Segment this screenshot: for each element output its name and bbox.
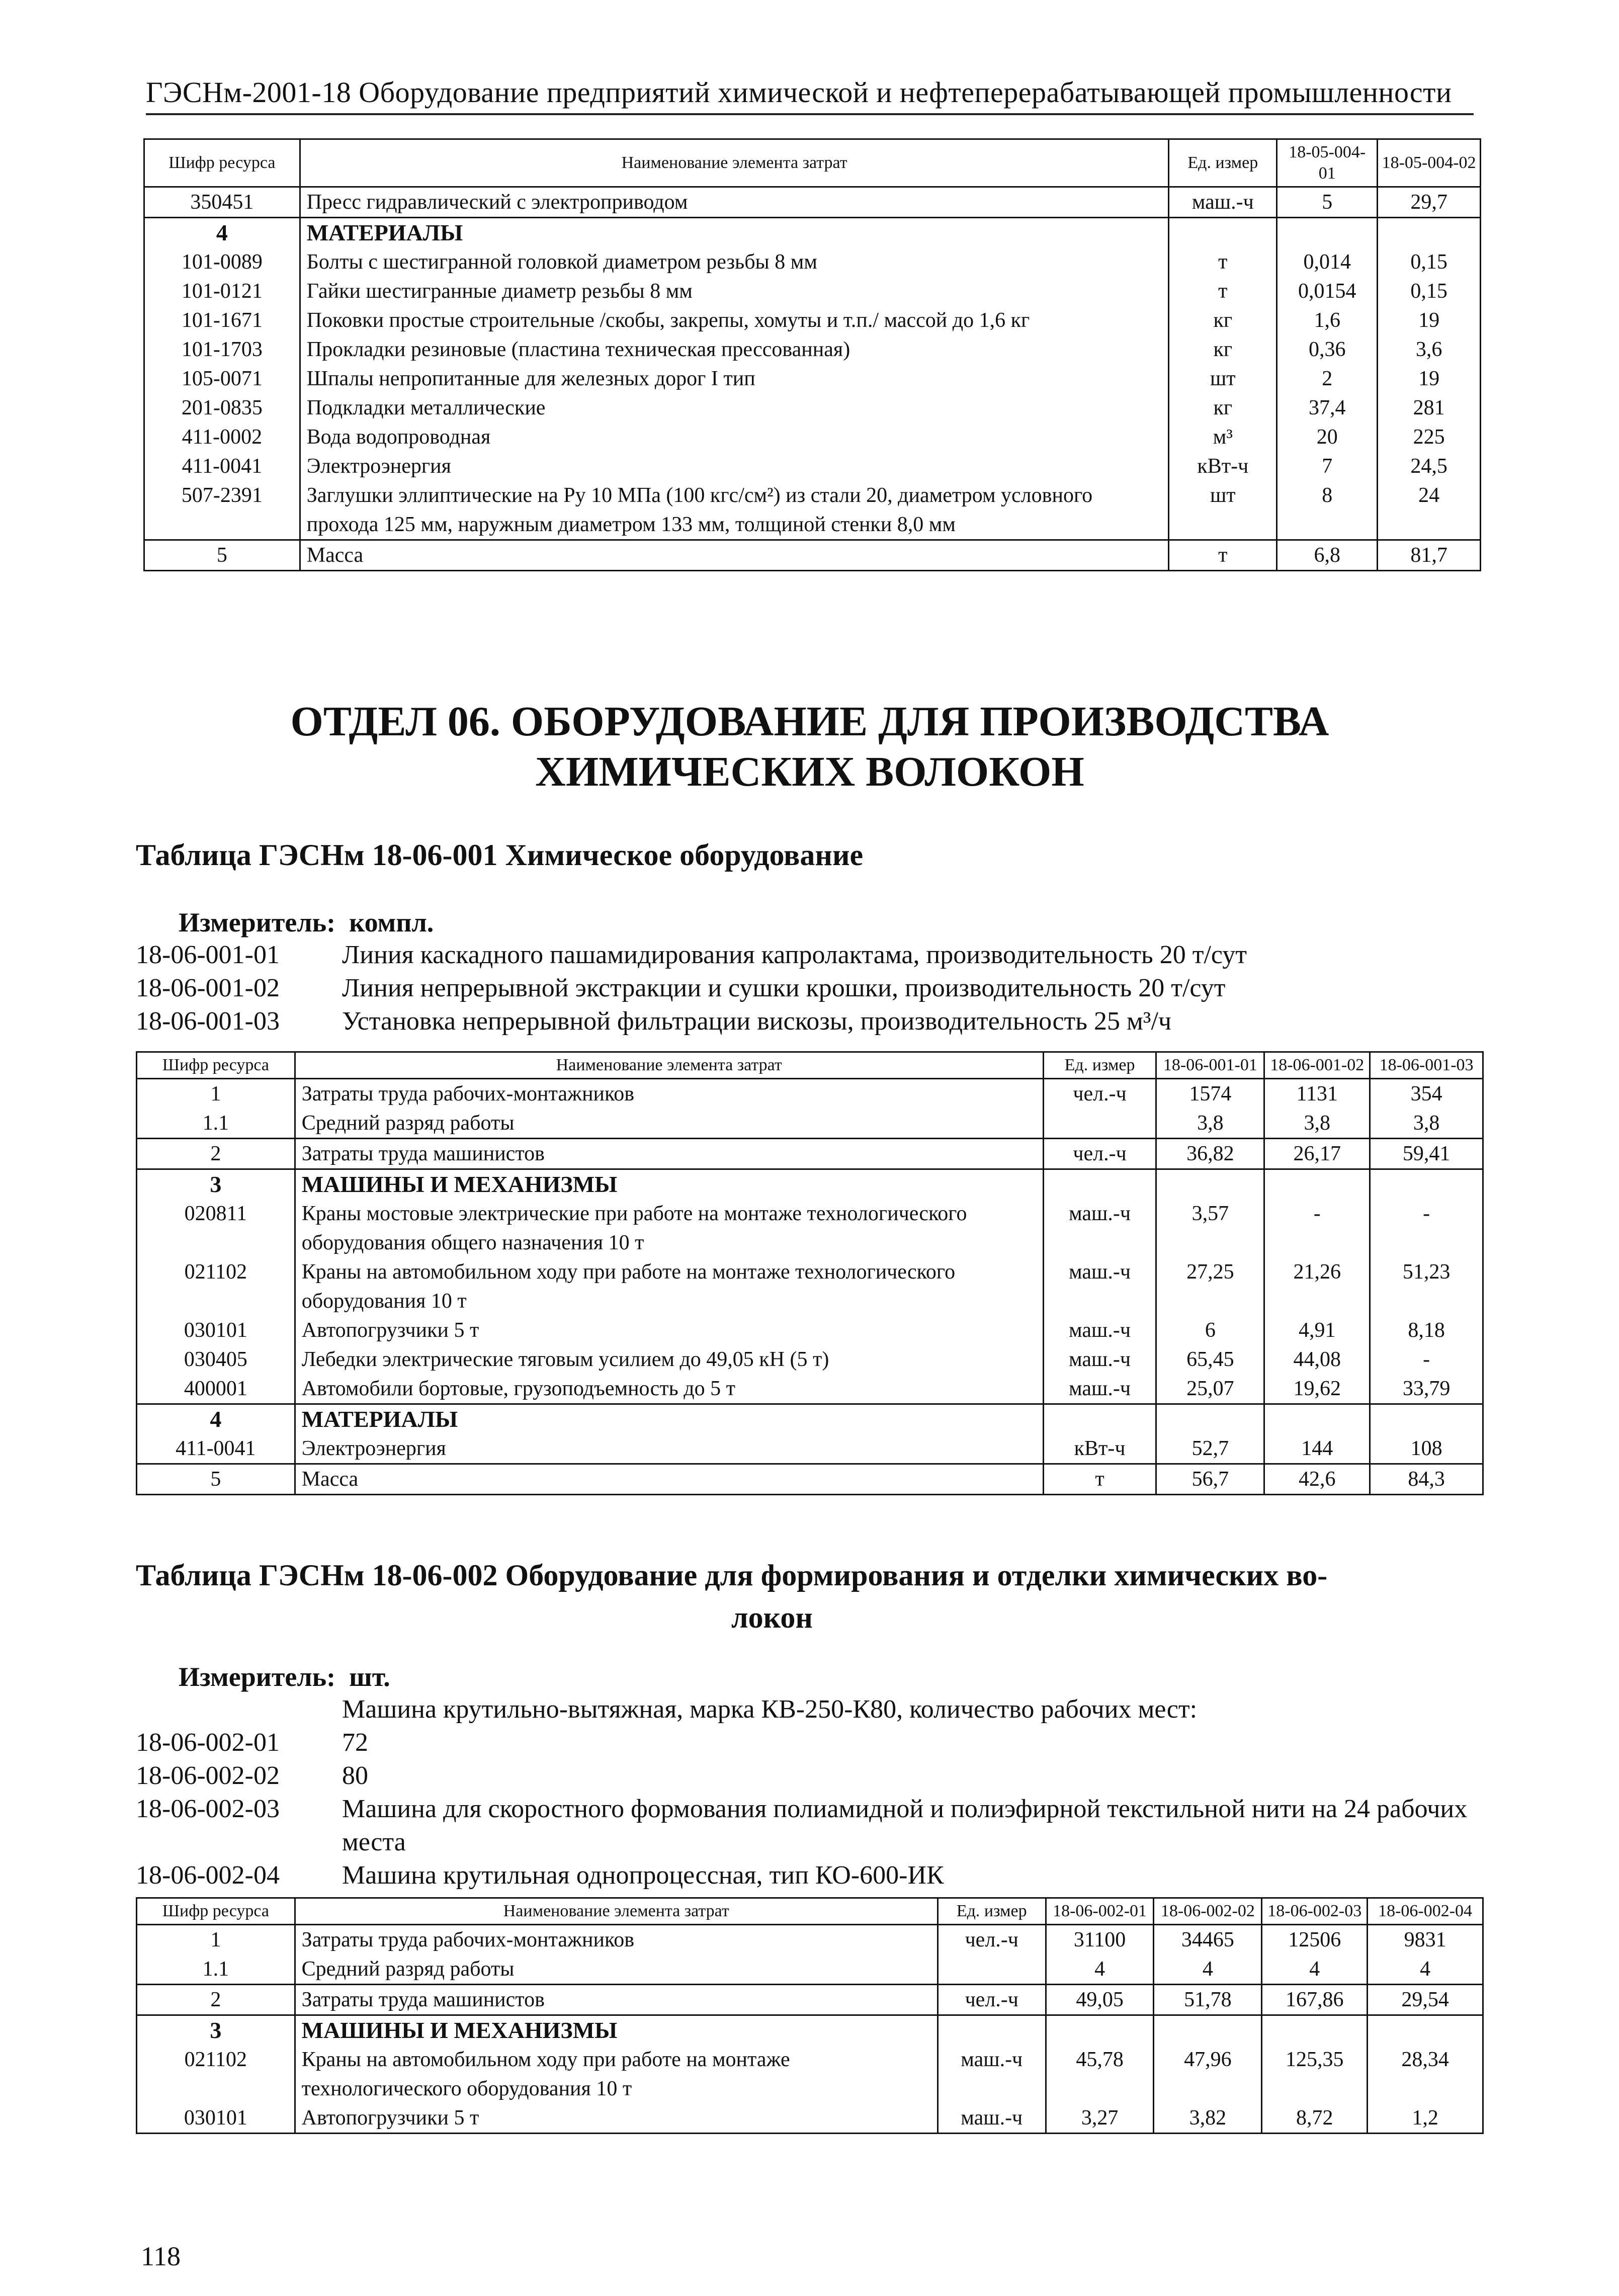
section-title: ОТДЕЛ 06. ОБОРУДОВАНИЕ ДЛЯ ПРОИЗВОДСТВА ХИМИЧЕСКИХ ВОЛОКОН	[290, 698, 1329, 795]
cell-value: 1,2	[1368, 2103, 1483, 2134]
table-row	[144, 364, 1481, 393]
cell-name: Средний разряд работы	[295, 1109, 1043, 1139]
cell-value: 6	[1156, 1316, 1264, 1345]
cell-name: Затраты труда машинистов	[295, 1139, 1043, 1169]
cell-value: 354	[1370, 1079, 1483, 1109]
cell-value: 25,07	[1156, 1374, 1264, 1404]
cell-value	[1370, 1169, 1483, 1200]
cell-name: Краны мостовые электрические при работе на монтаже технологического оборудования общего назначения 10 т	[295, 1199, 1043, 1257]
cell-value: 9831	[1368, 1925, 1483, 1955]
resource-table-18-06-001	[136, 1051, 1484, 1495]
cell-name: Электроэнергия	[300, 452, 1169, 481]
cell-value: 2	[1277, 364, 1378, 393]
cell-unit: шт	[1169, 481, 1277, 540]
header-unit: Ед. измер	[938, 1898, 1046, 1925]
variant-row	[136, 939, 1494, 972]
cell-value: 5	[1277, 187, 1378, 218]
cell-name: Автомобили бортовые, грузоподъемность до 5 т	[295, 1374, 1043, 1404]
table-row	[137, 1985, 1483, 2015]
cell-code: 030405	[137, 1345, 295, 1374]
cell-value	[1264, 1169, 1370, 1200]
meter-label: Измеритель:	[179, 1662, 336, 1692]
cell-unit: маш.-ч	[1043, 1257, 1156, 1316]
cell-unit: т	[1043, 1464, 1156, 1495]
cell-name: Поковки простые строительные /скобы, закрепы, хомуты и т.п./ массой до 1,6 кг	[300, 306, 1169, 335]
variant-list-18-06-001	[136, 939, 1494, 1038]
cell-value: 36,82	[1156, 1139, 1264, 1169]
cell-code: 3	[137, 2015, 295, 2046]
cell-unit: кВт-ч	[1169, 452, 1277, 481]
cell-name: МАТЕРИАЛЫ	[295, 1404, 1043, 1434]
resource-table-18-05-004	[143, 138, 1481, 571]
header-code: Шифр ресурса	[144, 139, 300, 187]
cell-unit: маш.-ч	[1043, 1316, 1156, 1345]
cell-value: 4	[1262, 1954, 1368, 1985]
cell-value: 42,6	[1264, 1464, 1370, 1495]
cell-name: Затраты труда рабочих-монтажников	[295, 1925, 938, 1955]
cell-name: Лебедки электрические тяговым усилием до 49,05 кН (5 т)	[295, 1345, 1043, 1374]
cell-unit: чел.-ч	[1043, 1079, 1156, 1109]
cell-value: 51,78	[1154, 1985, 1262, 2015]
table-row	[144, 335, 1481, 364]
cell-value: 8,18	[1370, 1316, 1483, 1345]
cell-value: 59,41	[1370, 1139, 1483, 1169]
variant-row	[136, 1005, 1494, 1038]
cell-name: Шпалы непропитанные для железных дорог I тип	[300, 364, 1169, 393]
table-row	[137, 1374, 1483, 1404]
cell-name: Заглушки эллиптические на Ру 10 МПа (100 кгс/см²) из стали 20, диаметром условного прохода 125 мм, наружным диаметром 133 мм, толщиной стенки 8,0 мм	[300, 481, 1169, 540]
meter-label: Измеритель:	[179, 907, 336, 938]
cell-unit: кг	[1169, 335, 1277, 364]
variant-row	[136, 1759, 1494, 1793]
cell-value	[1378, 218, 1481, 248]
cell-value: 84,3	[1370, 1464, 1483, 1495]
variant-code: 18-06-001-02	[136, 974, 280, 1002]
cell-code: 4	[144, 218, 300, 248]
cell-value: 29,7	[1378, 187, 1481, 218]
cell-value: 37,4	[1277, 393, 1378, 422]
cell-value: 4	[1046, 1954, 1154, 1985]
cell-value: 1131	[1264, 1079, 1370, 1109]
section-row	[144, 218, 1481, 248]
cell-value: -	[1264, 1199, 1370, 1257]
variant-code: 18-06-002-04	[136, 1861, 280, 1890]
cell-value: 0,0154	[1277, 277, 1378, 306]
cell-value: -	[1370, 1345, 1483, 1374]
variant-row	[136, 972, 1494, 1005]
cell-name: Гайки шестигранные диаметр резьбы 8 мм	[300, 277, 1169, 306]
cell-value: 26,17	[1264, 1139, 1370, 1169]
cell-value: 4,91	[1264, 1316, 1370, 1345]
cell-unit: т	[1169, 247, 1277, 277]
variant-code: 18-06-002-02	[136, 1761, 280, 1790]
cell-code: 5	[144, 540, 300, 571]
cell-code: 101-1703	[144, 335, 300, 364]
cell-unit: чел.-ч	[938, 1985, 1046, 2015]
table-row	[137, 1345, 1483, 1374]
cell-value: 3,8	[1156, 1109, 1264, 1139]
variant-code: 18-06-002-03	[136, 1795, 280, 1823]
cell-code: 2	[137, 1985, 295, 2015]
table-row	[137, 1109, 1483, 1139]
cell-value: 52,7	[1156, 1434, 1264, 1464]
cell-code: 105-0071	[144, 364, 300, 393]
meter-value: шт.	[349, 1662, 390, 1692]
cell-code: 507-2391	[144, 481, 300, 540]
table-row	[137, 1464, 1483, 1495]
cell-value	[1046, 2015, 1154, 2046]
variant-text: Установка непрерывной фильтрации вискозы, производительность 25 м³/ч	[342, 1007, 1172, 1036]
cell-name: МАШИНЫ И МЕХАНИЗМЫ	[295, 2015, 938, 2046]
header-variant: 18-06-002-04	[1368, 1898, 1483, 1925]
table-row	[144, 187, 1481, 218]
cell-code: 1	[137, 1925, 295, 1955]
cell-value: 281	[1378, 393, 1481, 422]
cell-code: 5	[137, 1464, 295, 1495]
cell-value: 45,78	[1046, 2045, 1154, 2103]
cell-value: 3,82	[1154, 2103, 1262, 2134]
cell-code: 1.1	[137, 1954, 295, 1985]
cell-value: 108	[1370, 1434, 1483, 1464]
cell-unit: маш.-ч	[938, 2103, 1046, 2134]
cell-code: 2	[137, 1139, 295, 1169]
table-row	[137, 1139, 1483, 1169]
cell-value: 65,45	[1156, 1345, 1264, 1374]
cell-unit: м³	[1169, 422, 1277, 452]
cell-code: 4	[137, 1404, 295, 1434]
cell-value: 3,8	[1264, 1109, 1370, 1139]
cell-value: 28,34	[1368, 2045, 1483, 2103]
meter-value: компл.	[349, 907, 434, 938]
cell-unit: маш.-ч	[1043, 1199, 1156, 1257]
cell-value: 31100	[1046, 1925, 1154, 1955]
cell-value	[1262, 2015, 1368, 2046]
table-title-18-06-001: Таблица ГЭСНм 18-06-001 Химическое оборудование	[136, 838, 864, 872]
cell-value	[1277, 218, 1378, 248]
cell-value: 125,35	[1262, 2045, 1368, 2103]
cell-unit: чел.-ч	[1043, 1139, 1156, 1169]
cell-code: 030101	[137, 1316, 295, 1345]
cell-unit: кг	[1169, 393, 1277, 422]
cell-unit: маш.-ч	[1043, 1345, 1156, 1374]
cell-value: 0,36	[1277, 335, 1378, 364]
cell-unit: чел.-ч	[938, 1925, 1046, 1955]
variant-row	[136, 1859, 1494, 1892]
header-variant: 18-06-001-01	[1156, 1052, 1264, 1079]
cell-value	[1156, 1169, 1264, 1200]
cell-name: Масса	[295, 1464, 1043, 1495]
header-code: Шифр ресурса	[137, 1052, 295, 1079]
cell-unit	[1043, 1109, 1156, 1139]
table-row	[144, 393, 1481, 422]
cell-value: 4	[1368, 1954, 1483, 1985]
cell-unit: маш.-ч	[1169, 187, 1277, 218]
cell-value: 0,15	[1378, 277, 1481, 306]
cell-code: 1.1	[137, 1109, 295, 1139]
cell-code: 020811	[137, 1199, 295, 1257]
table-row	[137, 1316, 1483, 1345]
resource-table-18-06-002	[136, 1897, 1484, 2134]
cell-value: 1574	[1156, 1079, 1264, 1109]
cell-name: Пресс гидравлический с электроприводом	[300, 187, 1169, 218]
cell-value: 6,8	[1277, 540, 1378, 571]
table-row	[137, 1199, 1483, 1257]
table-row	[144, 247, 1481, 277]
table-row	[137, 1954, 1483, 1985]
cell-unit: кг	[1169, 306, 1277, 335]
cell-name: Автопогрузчики 5 т	[295, 2103, 938, 2134]
cell-value: 3,27	[1046, 2103, 1154, 2134]
cell-value: -	[1370, 1199, 1483, 1257]
cell-name: Краны на автомобильном ходу при работе на монтаже технологического оборудования 10 т	[295, 2045, 938, 2103]
page-number: 118	[141, 2241, 181, 2271]
cell-unit	[938, 1954, 1046, 1985]
cell-unit	[938, 2015, 1046, 2046]
variant-text: Машина для скоростного формования полиамидной и полиэфирной текстильной нити на 24 рабочих места	[342, 1795, 1468, 1856]
cell-name: МАТЕРИАЛЫ	[300, 218, 1169, 248]
cell-value: 56,7	[1156, 1464, 1264, 1495]
cell-value	[1264, 1404, 1370, 1434]
cell-unit: кВт-ч	[1043, 1434, 1156, 1464]
variant-text: Машина крутильная однопроцессная, тип КО-600-ИК	[342, 1861, 944, 1890]
variant-text: Линия каскадного пашамидирования капролактама, производительность 20 т/сут	[342, 941, 1247, 969]
header-variant: 18-06-001-03	[1370, 1052, 1483, 1079]
cell-unit: шт	[1169, 364, 1277, 393]
cell-name: Затраты труда машинистов	[295, 1985, 938, 2015]
cell-name: Затраты труда рабочих-монтажников	[295, 1079, 1043, 1109]
variant-row	[136, 1793, 1494, 1859]
cell-name: Вода водопроводная	[300, 422, 1169, 452]
cell-value: 225	[1378, 422, 1481, 452]
cell-code: 411-0002	[144, 422, 300, 452]
section-row	[137, 1404, 1483, 1434]
table-row	[137, 2045, 1483, 2103]
cell-name: Подкладки металлические	[300, 393, 1169, 422]
table-row	[137, 1257, 1483, 1316]
cell-unit	[1043, 1404, 1156, 1434]
cell-value: 167,86	[1262, 1985, 1368, 2015]
cell-name: Средний разряд работы	[295, 1954, 938, 1985]
cell-code: 021102	[137, 2045, 295, 2103]
cell-code: 201-0835	[144, 393, 300, 422]
header-unit: Ед. измер	[1043, 1052, 1156, 1079]
cell-code: 411-0041	[137, 1434, 295, 1464]
cell-value: 19,62	[1264, 1374, 1370, 1404]
cell-value: 1,6	[1277, 306, 1378, 335]
cell-code: 030101	[137, 2103, 295, 2134]
cell-value: 33,79	[1370, 1374, 1483, 1404]
table-row	[144, 481, 1481, 540]
table-row	[137, 2103, 1483, 2134]
cell-code: 3	[137, 1169, 295, 1200]
cell-unit: маш.-ч	[1043, 1374, 1156, 1404]
cell-name: Автопогрузчики 5 т	[295, 1316, 1043, 1345]
cell-value: 34465	[1154, 1925, 1262, 1955]
cell-value: 8,72	[1262, 2103, 1368, 2134]
cell-name: Краны на автомобильном ходу при работе на монтаже технологического оборудования 10 т	[295, 1257, 1043, 1316]
variant-code: 18-06-001-03	[136, 1007, 280, 1036]
running-head: ГЭСНм-2001-18 Оборудование предприятий химической и нефтеперерабатывающей промышленности	[146, 75, 1474, 115]
header-variant: 18-05-004-01	[1277, 139, 1378, 187]
header-unit: Ед. измер	[1169, 139, 1277, 187]
cell-value: 8	[1277, 481, 1378, 540]
cell-value: 20	[1277, 422, 1378, 452]
table-title-line-1: Таблица ГЭСНм 18-06-002 Оборудование для формирования и отделки химических во-	[136, 1559, 1328, 1592]
table-row	[144, 452, 1481, 481]
header-code: Шифр ресурса	[137, 1898, 295, 1925]
cell-value: 24	[1378, 481, 1481, 540]
cell-name: Прокладки резиновые (пластина техническая прессованная)	[300, 335, 1169, 364]
cell-unit	[1043, 1169, 1156, 1200]
variant-list-18-06-002	[136, 1693, 1494, 1892]
cell-value: 19	[1378, 306, 1481, 335]
table-row	[144, 540, 1481, 571]
variant-text: 72	[342, 1728, 368, 1757]
cell-code: 101-0089	[144, 247, 300, 277]
cell-value: 24,5	[1378, 452, 1481, 481]
cell-value: 81,7	[1378, 540, 1481, 571]
variant-code: 18-06-001-01	[136, 941, 280, 969]
header-name: Наименование элемента затрат	[295, 1898, 938, 1925]
table-row	[137, 1925, 1483, 1955]
header-variant: 18-06-002-03	[1262, 1898, 1368, 1925]
section-row	[137, 1169, 1483, 1200]
cell-unit: маш.-ч	[938, 2045, 1046, 2103]
cell-value: 27,25	[1156, 1257, 1264, 1316]
cell-code: 411-0041	[144, 452, 300, 481]
cell-code: 021102	[137, 1257, 295, 1316]
cell-unit: т	[1169, 277, 1277, 306]
table-row	[137, 1079, 1483, 1109]
cell-value: 51,23	[1370, 1257, 1483, 1316]
table-row	[144, 277, 1481, 306]
table-row	[144, 306, 1481, 335]
cell-value: 7	[1277, 452, 1378, 481]
cell-value	[1370, 1404, 1483, 1434]
table-row	[137, 1434, 1483, 1464]
variant-text: 80	[342, 1761, 368, 1790]
cell-value: 0,15	[1378, 247, 1481, 277]
header-variant: 18-06-001-02	[1264, 1052, 1370, 1079]
variant-code: 18-06-002-01	[136, 1728, 280, 1757]
header-name: Наименование элемента затрат	[295, 1052, 1043, 1079]
cell-value	[1368, 2015, 1483, 2046]
cell-value: 4	[1154, 1954, 1262, 1985]
variant-text: Линия непрерывной экстракции и сушки крошки, производительность 20 т/сут	[342, 974, 1226, 1002]
variant-row	[136, 1726, 1494, 1759]
cell-value: 3,8	[1370, 1109, 1483, 1139]
header-variant: 18-05-004-02	[1378, 139, 1481, 187]
cell-value: 3,6	[1378, 335, 1481, 364]
cell-value: 21,26	[1264, 1257, 1370, 1316]
cell-value: 19	[1378, 364, 1481, 393]
cell-unit: т	[1169, 540, 1277, 571]
cell-value: 47,96	[1154, 2045, 1262, 2103]
cell-code: 400001	[137, 1374, 295, 1404]
cell-name: Электроэнергия	[295, 1434, 1043, 1464]
table-row	[144, 422, 1481, 452]
cell-unit	[1169, 218, 1277, 248]
cell-value: 0,014	[1277, 247, 1378, 277]
header-variant: 18-06-002-01	[1046, 1898, 1154, 1925]
meter-18-06-001	[179, 905, 434, 940]
cell-code: 101-1671	[144, 306, 300, 335]
cell-code: 350451	[144, 187, 300, 218]
header-name: Наименование элемента затрат	[300, 139, 1169, 187]
cell-value	[1156, 1404, 1264, 1434]
header-variant: 18-06-002-02	[1154, 1898, 1262, 1925]
table-title-line-2: локон	[731, 1601, 813, 1634]
variant-intro: Машина крутильно-вытяжная, марка КВ-250-К80, количество рабочих мест:	[342, 1695, 1198, 1724]
cell-value: 29,54	[1368, 1985, 1483, 2015]
cell-code: 101-0121	[144, 277, 300, 306]
table-title-18-06-002	[136, 1554, 1484, 1639]
section-row	[137, 2015, 1483, 2046]
cell-value: 12506	[1262, 1925, 1368, 1955]
cell-value: 44,08	[1264, 1345, 1370, 1374]
meter-18-06-002	[179, 1660, 390, 1694]
cell-code: 1	[137, 1079, 295, 1109]
cell-value: 49,05	[1046, 1985, 1154, 2015]
cell-value	[1154, 2015, 1262, 2046]
cell-value: 3,57	[1156, 1199, 1264, 1257]
cell-name: МАШИНЫ И МЕХАНИЗМЫ	[295, 1169, 1043, 1200]
cell-value: 144	[1264, 1434, 1370, 1464]
cell-name: Масса	[300, 540, 1169, 571]
cell-name: Болты с шестигранной головкой диаметром резьбы 8 мм	[300, 247, 1169, 277]
